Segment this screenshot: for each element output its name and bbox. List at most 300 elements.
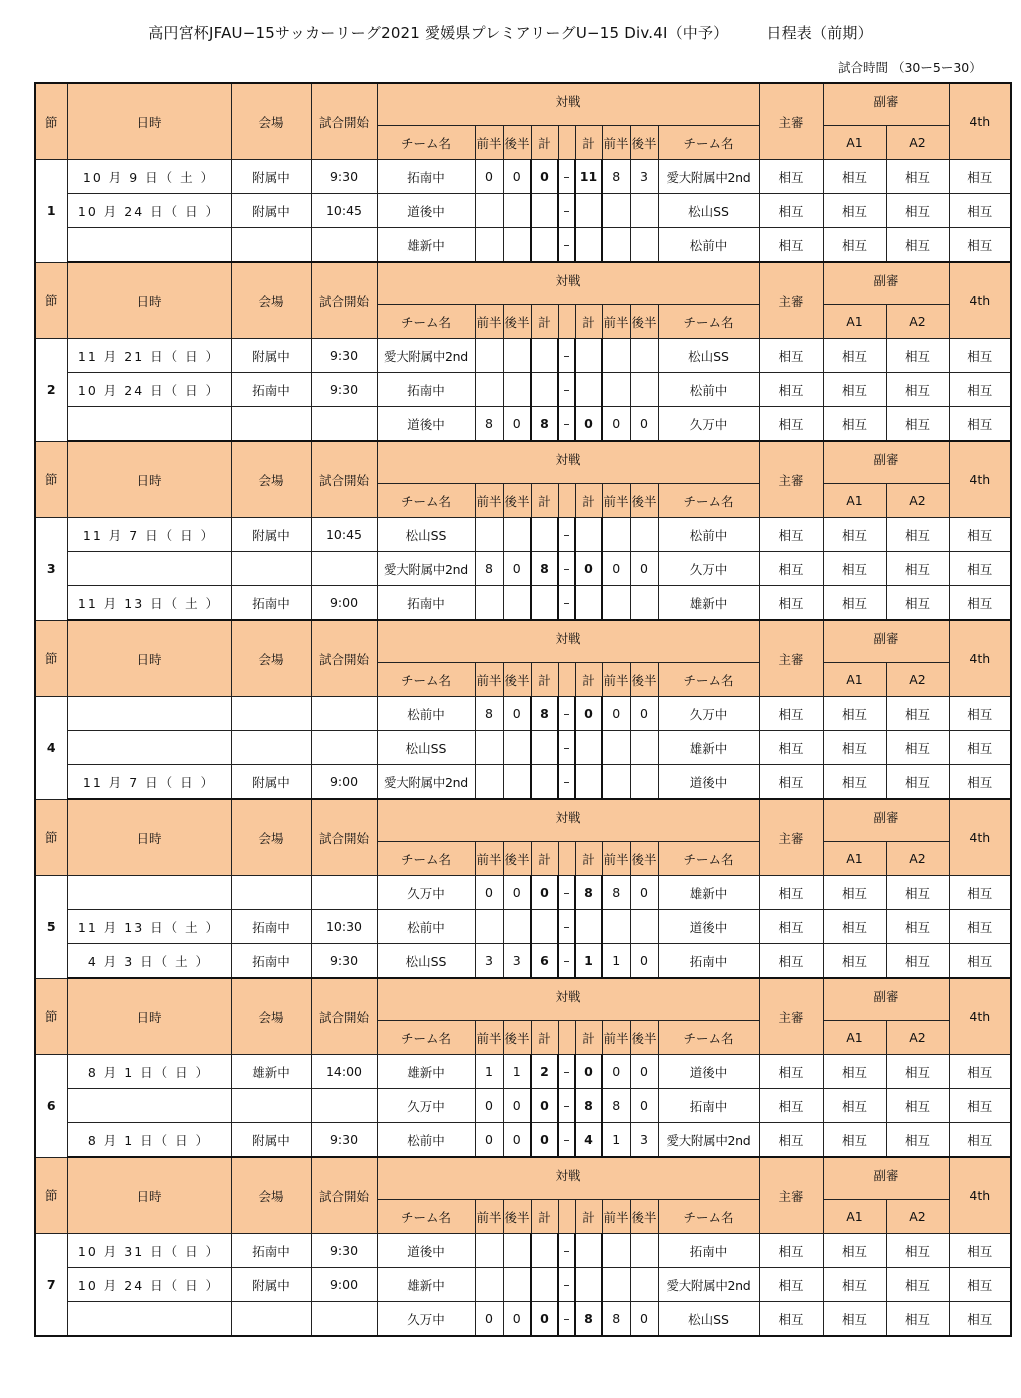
col-header-separator — [558, 1200, 575, 1234]
col-header-home-team: チーム名 — [377, 1021, 475, 1055]
match-start-time: 10:45 — [311, 518, 377, 552]
referee: 相互 — [759, 944, 823, 979]
away-total — [575, 339, 602, 373]
col-header-home-first-half: 前半 — [475, 484, 503, 518]
match-start-time — [311, 228, 377, 263]
round-header-row — [35, 441, 1011, 484]
col-header-referee: 主審 — [759, 620, 823, 697]
assistant-referee-a1: 相互 — [823, 552, 886, 586]
assistant-referee-a2: 相互 — [886, 586, 949, 621]
col-header-home-second-half: 後半 — [503, 1021, 531, 1055]
home-second-half — [503, 731, 531, 765]
col-header-a2: A2 — [886, 484, 949, 518]
match-row — [35, 910, 1011, 944]
match-row — [35, 552, 1011, 586]
col-header-separator — [558, 663, 575, 697]
home-team: 久万中 — [377, 1089, 475, 1123]
assistant-referee-a2: 相互 — [886, 552, 949, 586]
score-separator: – — [558, 1302, 575, 1337]
schedule-subtitle: 日程表（前期） — [766, 24, 873, 42]
home-second-half — [503, 228, 531, 263]
col-header-referee: 主審 — [759, 1157, 823, 1234]
col-header-section: 節 — [35, 799, 67, 876]
col-header-a1: A1 — [823, 842, 886, 876]
away-first-half: 1 — [602, 944, 630, 979]
match-venue — [231, 876, 311, 910]
match-date — [67, 407, 231, 442]
away-team: 愛大附属中2nd — [658, 160, 759, 194]
home-second-half: 0 — [503, 552, 531, 586]
assistant-referee-a1: 相互 — [823, 697, 886, 731]
assistant-referee-a2: 相互 — [886, 1055, 949, 1089]
away-total — [575, 228, 602, 263]
away-team: 道後中 — [658, 765, 759, 800]
home-total: 2 — [531, 1055, 558, 1089]
home-first-half — [475, 1234, 503, 1268]
away-team: 道後中 — [658, 1055, 759, 1089]
round-number: 5 — [35, 876, 67, 979]
home-second-half — [503, 518, 531, 552]
home-second-half: 0 — [503, 160, 531, 194]
away-team: 久万中 — [658, 407, 759, 442]
col-header-away-first-half: 前半 — [602, 1200, 630, 1234]
match-row — [35, 339, 1011, 373]
col-header-away-team: チーム名 — [658, 663, 759, 697]
match-row — [35, 944, 1011, 979]
away-first-half: 8 — [602, 1302, 630, 1337]
col-header-away-first-half: 前半 — [602, 126, 630, 160]
away-team: 松前中 — [658, 228, 759, 263]
match-row — [35, 1302, 1011, 1337]
home-first-half: 8 — [475, 697, 503, 731]
away-second-half: 0 — [630, 552, 658, 586]
away-total — [575, 586, 602, 621]
fourth-official: 相互 — [949, 339, 1011, 373]
assistant-referee-a2: 相互 — [886, 407, 949, 442]
match-date: 11 月 13 日（ 土 ） — [67, 910, 231, 944]
away-total: 8 — [575, 1302, 602, 1337]
match-start-time: 9:30 — [311, 1234, 377, 1268]
col-header-match: 対戦 — [377, 978, 759, 1021]
col-header-match: 対戦 — [377, 262, 759, 305]
round-header-row — [35, 620, 1011, 663]
col-header-a2: A2 — [886, 663, 949, 697]
away-first-half — [602, 1268, 630, 1302]
home-team: 拓南中 — [377, 373, 475, 407]
match-date — [67, 876, 231, 910]
col-header-fourth: 4th — [949, 262, 1011, 339]
match-start-time: 9:30 — [311, 160, 377, 194]
fourth-official: 相互 — [949, 228, 1011, 263]
col-header-a2: A2 — [886, 1200, 949, 1234]
col-header-datetime: 日時 — [67, 83, 231, 160]
score-separator: – — [558, 228, 575, 263]
col-header-home-first-half: 前半 — [475, 305, 503, 339]
col-header-away-second-half: 後半 — [630, 126, 658, 160]
assistant-referee-a1: 相互 — [823, 339, 886, 373]
home-second-half — [503, 1268, 531, 1302]
col-header-away-total: 計 — [575, 484, 602, 518]
home-total: 0 — [531, 160, 558, 194]
assistant-referee-a2: 相互 — [886, 228, 949, 263]
col-header-fourth: 4th — [949, 83, 1011, 160]
assistant-referee-a2: 相互 — [886, 944, 949, 979]
score-separator: – — [558, 1234, 575, 1268]
assistant-referee-a1: 相互 — [823, 876, 886, 910]
home-total — [531, 1234, 558, 1268]
away-team: 久万中 — [658, 552, 759, 586]
home-total — [531, 910, 558, 944]
col-header-assistant: 副審 — [823, 978, 949, 1021]
col-header-away-second-half: 後半 — [630, 663, 658, 697]
assistant-referee-a1: 相互 — [823, 160, 886, 194]
match-start-time — [311, 1302, 377, 1337]
match-date: 10 月 24 日（ 日 ） — [67, 194, 231, 228]
col-header-away-total: 計 — [575, 126, 602, 160]
home-total: 8 — [531, 552, 558, 586]
assistant-referee-a2: 相互 — [886, 1089, 949, 1123]
col-header-a1: A1 — [823, 1021, 886, 1055]
referee: 相互 — [759, 228, 823, 263]
home-second-half: 0 — [503, 1123, 531, 1158]
col-header-venue: 会場 — [231, 799, 311, 876]
match-row — [35, 765, 1011, 800]
home-total: 0 — [531, 1089, 558, 1123]
col-header-venue: 会場 — [231, 1157, 311, 1234]
col-header-referee: 主審 — [759, 83, 823, 160]
col-header-section: 節 — [35, 83, 67, 160]
col-header-away-team: チーム名 — [658, 1200, 759, 1234]
home-first-half: 8 — [475, 552, 503, 586]
col-header-assistant: 副審 — [823, 799, 949, 842]
referee: 相互 — [759, 1055, 823, 1089]
home-first-half: 0 — [475, 876, 503, 910]
col-header-away-second-half: 後半 — [630, 1200, 658, 1234]
away-second-half: 3 — [630, 160, 658, 194]
home-team: 雄新中 — [377, 1055, 475, 1089]
assistant-referee-a1: 相互 — [823, 944, 886, 979]
match-date — [67, 1302, 231, 1337]
round-header-row — [35, 978, 1011, 1021]
home-total — [531, 339, 558, 373]
col-header-home-first-half: 前半 — [475, 126, 503, 160]
col-header-separator — [558, 484, 575, 518]
col-header-venue: 会場 — [231, 83, 311, 160]
col-header-start: 試合開始 — [311, 1157, 377, 1234]
referee: 相互 — [759, 731, 823, 765]
home-team: 道後中 — [377, 407, 475, 442]
away-second-half: 0 — [630, 1302, 658, 1337]
match-venue: 附属中 — [231, 518, 311, 552]
match-date: 11 月 7 日（ 日 ） — [67, 518, 231, 552]
assistant-referee-a2: 相互 — [886, 339, 949, 373]
home-first-half: 0 — [475, 1089, 503, 1123]
match-row — [35, 194, 1011, 228]
match-date — [67, 731, 231, 765]
fourth-official: 相互 — [949, 1089, 1011, 1123]
away-second-half — [630, 765, 658, 800]
match-venue: 附属中 — [231, 160, 311, 194]
away-second-half — [630, 339, 658, 373]
match-start-time: 10:30 — [311, 910, 377, 944]
fourth-official: 相互 — [949, 944, 1011, 979]
match-venue — [231, 1089, 311, 1123]
home-first-half — [475, 228, 503, 263]
col-header-a2: A2 — [886, 126, 949, 160]
home-first-half — [475, 194, 503, 228]
assistant-referee-a2: 相互 — [886, 765, 949, 800]
assistant-referee-a2: 相互 — [886, 1302, 949, 1337]
col-header-datetime: 日時 — [67, 978, 231, 1055]
away-first-half — [602, 1234, 630, 1268]
match-venue: 拓南中 — [231, 1234, 311, 1268]
col-header-start: 試合開始 — [311, 799, 377, 876]
home-total — [531, 586, 558, 621]
match-start-time — [311, 697, 377, 731]
referee: 相互 — [759, 697, 823, 731]
col-header-home-first-half: 前半 — [475, 1021, 503, 1055]
round-number: 4 — [35, 697, 67, 800]
home-total: 8 — [531, 407, 558, 442]
col-header-match: 対戦 — [377, 83, 759, 126]
col-header-fourth: 4th — [949, 620, 1011, 697]
away-first-half: 8 — [602, 160, 630, 194]
away-team: 拓南中 — [658, 944, 759, 979]
col-header-away-team: チーム名 — [658, 842, 759, 876]
assistant-referee-a2: 相互 — [886, 518, 949, 552]
home-second-half: 0 — [503, 697, 531, 731]
away-total: 0 — [575, 697, 602, 731]
away-first-half: 0 — [602, 407, 630, 442]
col-header-referee: 主審 — [759, 441, 823, 518]
referee: 相互 — [759, 407, 823, 442]
away-total — [575, 518, 602, 552]
match-venue — [231, 552, 311, 586]
match-start-time — [311, 407, 377, 442]
assistant-referee-a1: 相互 — [823, 228, 886, 263]
away-first-half: 0 — [602, 1055, 630, 1089]
match-start-time: 9:00 — [311, 586, 377, 621]
col-header-referee: 主審 — [759, 978, 823, 1055]
home-second-half — [503, 373, 531, 407]
home-total — [531, 1268, 558, 1302]
col-header-match: 対戦 — [377, 620, 759, 663]
match-venue — [231, 731, 311, 765]
col-header-a1: A1 — [823, 305, 886, 339]
away-team: 道後中 — [658, 910, 759, 944]
col-header-referee: 主審 — [759, 262, 823, 339]
col-header-start: 試合開始 — [311, 620, 377, 697]
home-team: 松前中 — [377, 910, 475, 944]
col-header-datetime: 日時 — [67, 620, 231, 697]
col-header-separator — [558, 1021, 575, 1055]
fourth-official: 相互 — [949, 1268, 1011, 1302]
away-total — [575, 1268, 602, 1302]
assistant-referee-a2: 相互 — [886, 194, 949, 228]
fourth-official: 相互 — [949, 876, 1011, 910]
col-header-home-second-half: 後半 — [503, 663, 531, 697]
round-number: 7 — [35, 1234, 67, 1337]
home-first-half — [475, 518, 503, 552]
col-header-home-total: 計 — [531, 842, 558, 876]
col-header-home-first-half: 前半 — [475, 842, 503, 876]
col-header-section: 節 — [35, 978, 67, 1055]
match-start-time: 9:00 — [311, 765, 377, 800]
score-separator: – — [558, 194, 575, 228]
away-total — [575, 373, 602, 407]
home-second-half — [503, 586, 531, 621]
col-header-home-first-half: 前半 — [475, 663, 503, 697]
home-first-half: 8 — [475, 407, 503, 442]
fourth-official: 相互 — [949, 1234, 1011, 1268]
col-header-a1: A1 — [823, 126, 886, 160]
col-header-a1: A1 — [823, 484, 886, 518]
fourth-official: 相互 — [949, 407, 1011, 442]
match-start-time: 14:00 — [311, 1055, 377, 1089]
col-header-home-total: 計 — [531, 126, 558, 160]
col-header-separator — [558, 126, 575, 160]
match-venue: 附属中 — [231, 1268, 311, 1302]
home-first-half: 1 — [475, 1055, 503, 1089]
round-number: 3 — [35, 518, 67, 621]
fourth-official: 相互 — [949, 1055, 1011, 1089]
home-team: 雄新中 — [377, 1268, 475, 1302]
match-date: 10 月 9 日（ 土 ） — [67, 160, 231, 194]
col-header-home-team: チーム名 — [377, 126, 475, 160]
away-second-half — [630, 910, 658, 944]
col-header-away-team: チーム名 — [658, 126, 759, 160]
home-second-half: 1 — [503, 1055, 531, 1089]
score-separator: – — [558, 373, 575, 407]
away-total: 0 — [575, 407, 602, 442]
away-second-half — [630, 373, 658, 407]
home-total: 0 — [531, 1123, 558, 1158]
assistant-referee-a1: 相互 — [823, 194, 886, 228]
referee: 相互 — [759, 586, 823, 621]
col-header-a1: A1 — [823, 663, 886, 697]
home-team: 拓南中 — [377, 160, 475, 194]
score-separator: – — [558, 697, 575, 731]
col-header-start: 試合開始 — [311, 978, 377, 1055]
assistant-referee-a1: 相互 — [823, 1055, 886, 1089]
score-separator: – — [558, 1089, 575, 1123]
match-start-time: 9:30 — [311, 373, 377, 407]
col-header-away-total: 計 — [575, 663, 602, 697]
score-separator: – — [558, 910, 575, 944]
home-team: 松山SS — [377, 731, 475, 765]
assistant-referee-a2: 相互 — [886, 373, 949, 407]
match-row — [35, 697, 1011, 731]
away-total: 8 — [575, 876, 602, 910]
assistant-referee-a2: 相互 — [886, 731, 949, 765]
col-header-fourth: 4th — [949, 799, 1011, 876]
col-header-away-first-half: 前半 — [602, 305, 630, 339]
match-start-time — [311, 731, 377, 765]
home-second-half — [503, 765, 531, 800]
fourth-official: 相互 — [949, 1123, 1011, 1158]
score-separator: – — [558, 160, 575, 194]
assistant-referee-a1: 相互 — [823, 407, 886, 442]
col-header-home-second-half: 後半 — [503, 126, 531, 160]
score-separator: – — [558, 944, 575, 979]
referee: 相互 — [759, 1302, 823, 1337]
home-team: 愛大附属中2nd — [377, 765, 475, 800]
home-second-half: 0 — [503, 1302, 531, 1337]
referee: 相互 — [759, 876, 823, 910]
away-first-half: 1 — [602, 1123, 630, 1158]
home-first-half: 0 — [475, 1123, 503, 1158]
col-header-home-team: チーム名 — [377, 1200, 475, 1234]
round-number: 2 — [35, 339, 67, 442]
match-venue — [231, 1302, 311, 1337]
match-date: 8 月 1 日（ 日 ） — [67, 1055, 231, 1089]
assistant-referee-a1: 相互 — [823, 1268, 886, 1302]
home-first-half — [475, 1268, 503, 1302]
col-header-away-second-half: 後半 — [630, 842, 658, 876]
home-total — [531, 228, 558, 263]
match-start-time — [311, 1089, 377, 1123]
score-separator: – — [558, 731, 575, 765]
match-date: 4 月 3 日（ 土 ） — [67, 944, 231, 979]
home-first-half — [475, 765, 503, 800]
col-header-away-total: 計 — [575, 1200, 602, 1234]
match-row — [35, 1089, 1011, 1123]
away-second-half: 0 — [630, 1089, 658, 1123]
col-header-away-first-half: 前半 — [602, 663, 630, 697]
schedule-body — [35, 83, 1011, 1336]
fourth-official: 相互 — [949, 765, 1011, 800]
col-header-separator — [558, 842, 575, 876]
match-start-time: 9:30 — [311, 944, 377, 979]
away-first-half — [602, 228, 630, 263]
home-total — [531, 373, 558, 407]
col-header-separator — [558, 305, 575, 339]
home-team: 久万中 — [377, 876, 475, 910]
match-venue: 附属中 — [231, 194, 311, 228]
col-header-away-total: 計 — [575, 842, 602, 876]
referee: 相互 — [759, 552, 823, 586]
match-row — [35, 1123, 1011, 1158]
match-venue: 附属中 — [231, 1123, 311, 1158]
away-total — [575, 731, 602, 765]
schedule-table — [34, 82, 1012, 1337]
col-header-datetime: 日時 — [67, 441, 231, 518]
assistant-referee-a1: 相互 — [823, 518, 886, 552]
col-header-venue: 会場 — [231, 262, 311, 339]
score-separator: – — [558, 1123, 575, 1158]
away-team: 拓南中 — [658, 1089, 759, 1123]
round-number: 1 — [35, 160, 67, 263]
col-header-a2: A2 — [886, 305, 949, 339]
away-team: 拓南中 — [658, 1234, 759, 1268]
away-second-half: 0 — [630, 944, 658, 979]
col-header-away-first-half: 前半 — [602, 1021, 630, 1055]
assistant-referee-a1: 相互 — [823, 1123, 886, 1158]
referee: 相互 — [759, 1089, 823, 1123]
home-team: 松山SS — [377, 518, 475, 552]
match-start-time: 9:00 — [311, 1268, 377, 1302]
away-total — [575, 194, 602, 228]
match-venue: 附属中 — [231, 765, 311, 800]
home-first-half — [475, 373, 503, 407]
col-header-home-team: チーム名 — [377, 305, 475, 339]
home-team: 松山SS — [377, 944, 475, 979]
away-total — [575, 765, 602, 800]
home-total: 8 — [531, 697, 558, 731]
away-team: 雄新中 — [658, 876, 759, 910]
score-separator: – — [558, 1268, 575, 1302]
match-venue: 拓南中 — [231, 586, 311, 621]
